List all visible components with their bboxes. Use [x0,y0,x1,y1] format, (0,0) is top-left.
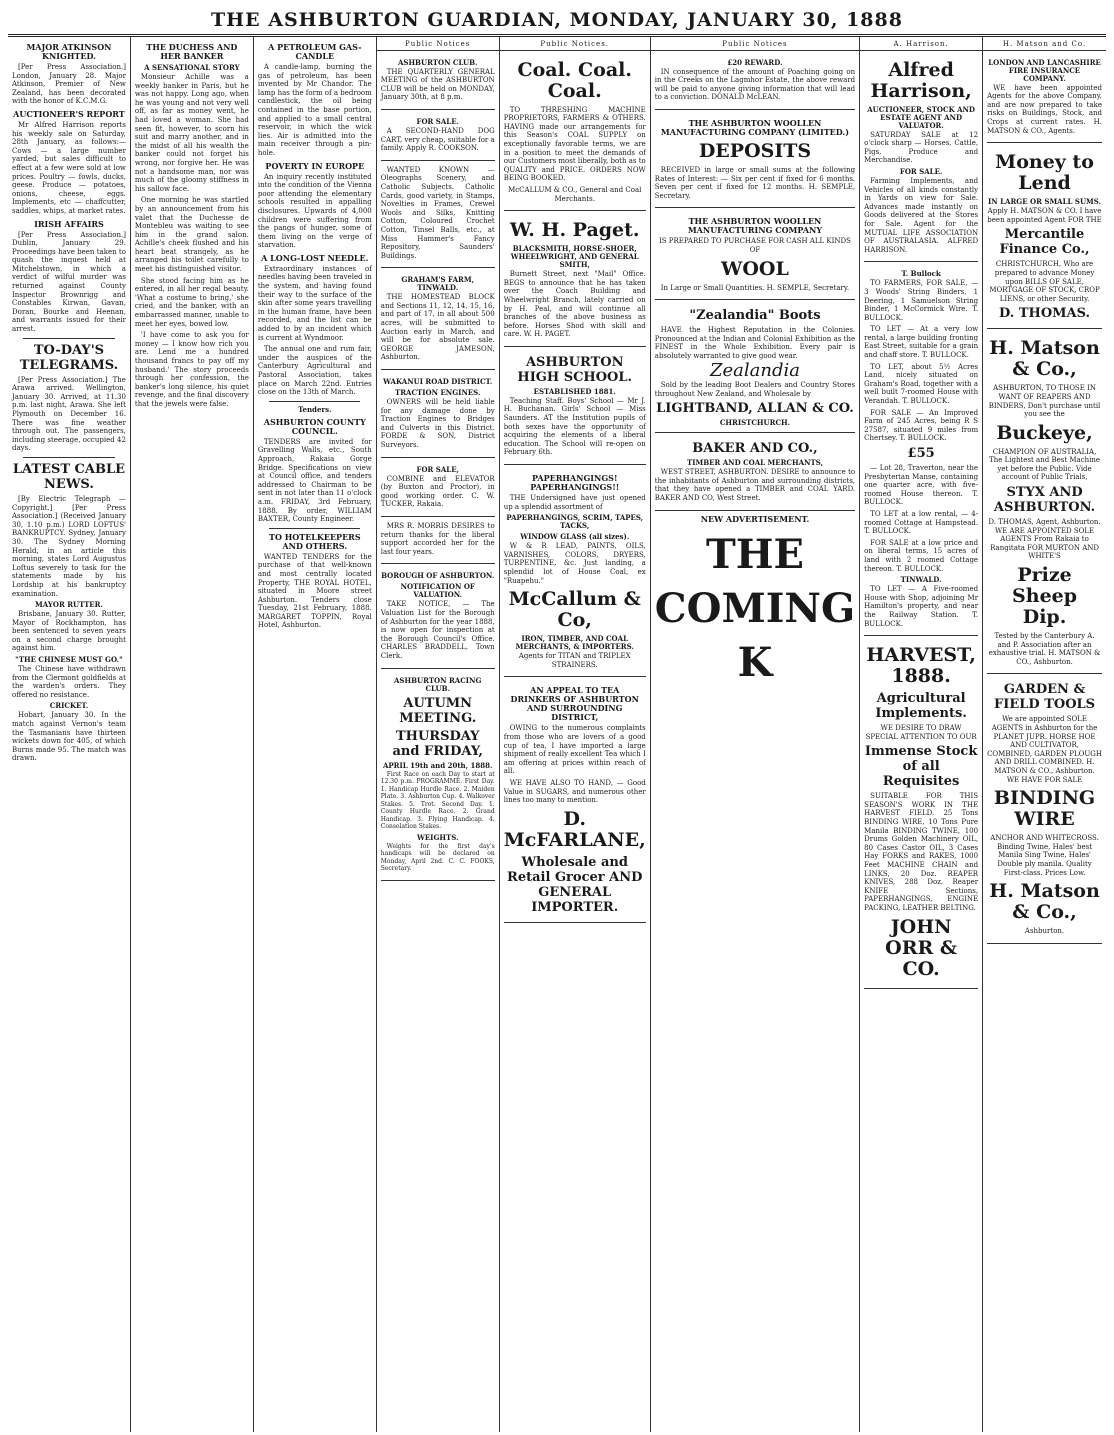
advert-title: H. Matson & Co., [989,337,1100,381]
advert-title: K [737,638,773,686]
column-5 [500,37,651,1432]
article-text: Extraordinary instances of needles having been traveled in the system, and having found their way to the surface of the skin after some years travelling in the human frame, have been recorded, and the list can be added to by an incident which is current at Wyndmoor. [257,264,372,342]
advert-subtitle: BLACKSMITH, HORSE-SHOER, WHEELWRIGHT, AND GENERAL SMITH, [510,244,639,270]
advert-title: McCallum & Co, [508,588,641,632]
advert-text: HAVE the Highest Reputation in the Colonies. Pronounced at the Indian and Colonial Exhibition as the FINEST in the Whole Exhibition. Every pair is absolutely warranted to give good wear. [654,326,856,360]
advert-text: — Lot 28, Traverton, near the Presbyterian Manse, containing one quarter acre, with five-roomed House thereon. T. BULLOCK. [864,464,979,507]
headline: "THE CHINESE MUST GO." [15,655,123,665]
advert [381,113,495,161]
advert [987,677,1102,943]
article-text: [By Electric Telegraph — Copyright.] [Per Press Association.] (Received January 30, 1.10 p.m.) LORD LOFTUS' BANKRUPTCY. Sydney, January 30. The Sydney Morning Herald, in an article this morning, states Lord Augustus Loftus severely to task for the statements made by his Lordship at his bankruptcy examination. [12,494,126,598]
article-text: One morning he was startled by an announcement from his valet that the Duchesse de Montebleu was waiting to see him in the grand salon. Achille's cheek flushed and his heart beat strangely, as he arranged his toilet carefully to meet his distinguished visitor. [134,196,249,274]
advert-title: ASHBURTON RACING CLUB. [394,675,482,693]
advert-title: GARDEN & FIELD TOOLS [994,682,1096,713]
column-3 [254,37,377,1432]
advert [381,373,495,458]
advert-title: NEW ADVERTISEMENT. [700,513,810,524]
advert-text: In Large or Small Quantities. H. SEMPLE, Secretary. [660,283,850,292]
advert-text: We are appointed SOLE AGENTS in Ashburton for the PLANET JUPR. HORSE HOE AND CULTIVATOR, COMBINED, GARDEN PLOUGH AND DRILL COMBINED. H. MATSON & CO., Ashburton. WE HAVE FOR SALE [987,715,1102,784]
divider [269,401,360,402]
column-2 [131,37,254,1432]
advert [864,54,978,263]
advert-subtitle: TRACTION ENGINES. [395,388,481,398]
zealandia-logo: Zealandia [709,359,800,381]
advert-text: THE QUARTERLY GENERAL MEETING of the ASHBURTON CLUB will be held on MONDAY, January 30th, at 8 p.m. [380,67,495,102]
advert-subtitle: NOTIFICATION OF VALUATION. [400,582,475,600]
advert-title: HARVEST, 1888. [866,644,976,688]
divider [23,457,114,458]
advert-subtitle: ESTABLISHED 1881. [533,386,616,396]
advert-text: Weights for the first day's handicaps will be declared on Monday, April 2nd. C. C. FOOKS, Secretary. [380,842,495,872]
advert-text: McCALLUM & CO., General and Coal Merchants. [508,185,642,203]
advert-subtitle: FOR SALE. [899,166,943,176]
advert [504,468,646,677]
advert-text: TO LET — At a very low rental, a large building fronting East Street, suitable for a grain and chaff store. T. BULLOCK. [864,325,979,360]
advert-title: THE ASHBURTON WOOLLEN MANUFACTURING COMPANY [687,216,823,236]
column-6 [651,37,860,1432]
advert-title: GRAHAM'S FARM, TINWALD. [401,275,475,293]
advert-text: MRS R. MORRIS DESIRES to return thanks for the liberal support accorded her for the last four years. [380,521,495,556]
advert-title: THE [705,530,804,578]
advert-title: JOHN ORR & CO. [885,915,958,980]
advert-price: £55 [907,446,935,461]
advert-subtitle: AUCTIONEER, STOCK AND ESTATE AGENT AND VALUATOR. [867,104,976,130]
advert-title: Agricultural Implements. [875,691,967,722]
advert-subtitle: IN LARGE OR SMALL SUMS. [988,197,1102,207]
advert-title: H. Matson & Co., [989,880,1100,924]
advert-subtitle: IRON, TIMBER, AND COAL MERCHANTS, & IMPORTERS. [515,634,634,652]
advert-subtitle: CHRISTCHURCH. [719,418,791,428]
advert [381,672,495,881]
advert-text: TENDERS are invited for Gravelling Walls, etc., South Approach, Rakaia Gorge Bridge. Specifications on view at Council office, and tenders addressed to Chairman to be sent in not later than 11 o'clock a.m. FRIDAY, 3rd February, 1888. By order, WILLIAM BAXTER, County Engineer. [257,437,372,524]
advert-text: TO LET — A Five-roomed House with Shop, adjoining Mr Hamilton's property, and near the Railway Station. T. BULLOCK. [864,585,979,628]
advert-text: Agents for TITAN and TRIPLEX STRAINERS. [518,652,631,669]
column-grid [8,37,1106,1432]
headline: TO-DAY'S TELEGRAMS. [19,342,119,373]
advert-title: FOR SALE. [416,116,459,126]
advert-title: Immense Stock of all Requisites [864,744,978,790]
article-text: [Per Press Association.] The Arawa arrived. Wellington, January 30. Arrived, at 11.30 p.m. last night, Arawa. She left Plymouth on December 16. There was fine weather through out. The passengers, including steerage, occupied 42 days. [12,375,126,453]
advert-title: COMING [654,584,856,632]
advert-subtitle: Wholesale and Retail Grocer AND GENERAL IMPORTER. [507,854,643,915]
advert-title: BOROUGH OF ASHBURTON. [381,571,495,581]
headline: POVERTY IN EUROPE [265,160,365,171]
advert-text: WANTED TENDERS for the purchase of that well-known and most centrally located Property, THE ROYAL HOTEL, situated in Moore street Ashburton. Tenders close Tuesday, 21st February, 1888. MARGARET TOPPIN, Royal Hotel, Ashburton. [257,552,372,630]
advert-title: DEPOSITS [698,139,812,162]
advert-text: Apply H. MATSON & CO. I have been appointed Agent FOR THE [987,207,1102,224]
advert-title: BINDING WIRE [993,787,1096,831]
advert-text: TO THRESHING MACHINE PROPRIETORS, FARMERS & OTHERS. HAVING made our arrangements for this Season's COAL SUPPLY on exceptionally favorable terms, we are in a position to meet the demands of our Customers most liberally, both as to QUALITY and PRICE. ORDERS NOW BEING BOOKED. [503,105,646,183]
column-header: H. Matson and Co. [983,39,1106,51]
advert-title: Prize Sheep Dip. [1012,564,1078,629]
advert-title: BAKER AND CO., [692,441,818,457]
article-text: Hobart, January 30. In the match against Vernon's team the Tasmanians have thirteen wickets down for 405, of which Burns made 95. The match was drawn. [12,711,126,763]
advert-subtitle: THURSDAY and FRIDAY, [392,728,483,759]
newspaper-title: THE ASHBURTON GUARDIAN, MONDAY, JANUARY 30, 1888 [211,9,903,31]
advert-text: TO FARMERS, FOR SALE, — 3 Woods' String Binders, 1 Deering, 1 Samuelson String Binder, 1 McCormick Wire. T. BULLOCK. [864,279,979,322]
article-text: [Per Press Association.] Dublin, January 29. Proceedings have been taken to quash the inquest held at Mitchelstown, in which a verdict of wilful murder was returned against County Inspector Brownrigg and Constables Kirwan, Gavan, Doran, Bourke and Heenan, and warrants issued for their arrest. [12,230,126,334]
article-text: Mr Alfred Harrison reports his weekly sale on Saturday, 28th January, as follows:— Cows — a large number yarded, but sales difficult to effect at a few were sold at low prices. Poultry — fowls, ducks, geese. Produce — potatoes, onions, cheese, eggs. Implements, etc — chaffcutter, saddles, whips, at market rates. [12,120,126,215]
advert [655,54,855,110]
advert-text: OWNERS will be held liable for any damage done by Traction Engines to Bridges and Culverts in this District. FORDE & SON, District Surveyors. [380,398,495,449]
advert [987,54,1102,144]
advert-text: ANCHOR AND WHITECROSS. Binding Twine, Hales' best Manila Sing Twine, Hales' Double ply manila. Quality First-class. Prices Low. [990,834,1099,877]
advert [655,303,855,433]
headline: A PETROLEUM GAS-CANDLE [268,42,362,61]
advert-text: ASHBURTON, TO THOSE IN WANT OF REAPERS AND BINDERS, Don't purchase until you see the [988,384,1101,419]
advert [504,214,646,347]
column-header: A. Harrison. [860,39,982,51]
advert-text: IN consequence of the amount of Poaching going on in the Creeks on the Lagmhor Estate, the above reward will be paid to anyone giving information that will lead to a conviction. DONALD McLEAN. [654,67,856,102]
headline: A LONG-LOST NEEDLE. [261,252,369,263]
advert-text: TO LET at a low rental, — 4-roomed Cottage at Hampstead. T. BULLOCK. [864,509,979,536]
advert-subtitle: WINDOW GLASS (all sizes). [520,532,630,542]
advert-text: OWING to the numerous complaints from those who are lovers of a good cup of tea, I have imported a large shipment of really excellent Tea which I am offering at prices within reach of all. [503,724,646,776]
advert-title: Coal. Coal. Coal. [517,58,632,102]
advert-text: WE DESIRE TO DRAW SPECIAL ATTENTION TO OUR [865,724,977,741]
advert-text: CHRISTCHURCH, Who are prepared to advance Money upon BILLS OF SALE, MORTGAGE OF STOCK, CROP LIENS, or other Security. [989,260,1100,303]
advert-subtitle: PAPERHANGINGS, SCRIM, TAPES, TACKS, [506,513,644,531]
subheadline: A SENSATIONAL STORY [144,63,240,72]
advert-text: THE HOMESTEAD BLOCK and Sections 11, 12, 14, 15, 16, and part of 17, in all about 500 acres, will be submitted to Auction early in March, and will be for absolute sale. GEORGE JAMESON, Ashburton. [380,293,495,362]
article-text: A candle-lamp, burning the gas of petroleum, has been invented by Mr Chandor. The lamp has the form of a bedroom candlestick, the oil being contained in the base portion, and applied to a small central reservoir, in which the wick lies. Air is admitted into the main receiver through a pin-hole. [257,63,372,157]
advert [655,436,855,510]
advert [381,271,495,370]
advert-title: Mercantile Finance Co., [999,227,1090,258]
advert-title: "Zealandia" Boots [689,308,821,324]
advert-text: Farming Implements, and Vehicles of all kinds constantly in Yards on view for Sale. Advances made instantly on Goods delivered at the Stores for Sale. Agent for the MUTUAL LIFE ASSOCIATION OF AUSTRALASIA. ALFRED HARRISON. [864,176,979,254]
advert [504,54,646,212]
advert-title: THE ASHBURTON WOOLLEN MANUFACTURING COMPANY (LIMITED.) [660,117,849,137]
advert-title: FOR SALE, [416,464,459,474]
headline: MAYOR RUTTER. [35,600,103,610]
advert-subtitle: AUTUMN MEETING. [399,695,477,726]
advert-title: WOOL [721,257,789,280]
advert-text: TAKE NOTICE, — The Valuation List for the Borough of Ashburton for the year 1888, is now open for inspection at the Borough Council's Office. CHARLES BRADDELL, Town Clerk. [380,600,495,660]
advert-text: THE Undersigned have just opened up a splendid assortment of [503,494,646,511]
advert [381,461,495,517]
advert-text: First Race on each Day to start at 12.30 p.m. PROGRAMME. First Day. 1. Handicap Hurdle Race. 2. Maiden Plate. 3. Ashburton Cup. 4. Walkover Stakes. 5. Trot. Second Day. 1. County Hurdle Race. 2. Grand Handicap. 3. Flying Handicap. 4. Consolation Stakes. [380,770,495,830]
article-text: Monsieur Achille was a weekly banker in Paris, but he was not happy. Long ago, when he was young and not very well off, as far as money went, he had loved a woman. She had seen fit, however, to scorn his suit and marry another, and in the midst of all his wealth the banker could not forget his wrong, nor forgive her. He was not a handsome man, nor was much of the gloomy stiffness in his sallow face. [134,73,249,193]
advert-subtitle: TINWALD. [900,575,942,585]
headline: MAJOR ATKINSON KNIGHTED. [26,42,112,61]
advert [504,680,646,922]
article-text: The annual one and rum fair, under the auspices of the Canterbury Agricultural and Pastoral Association, takes place on March 22nd. Entries close on the 13th of March. [257,345,372,397]
headline: IRISH AFFAIRS [34,218,104,229]
headline: THE DUCHESS AND HER BANKER [146,42,238,61]
headline: LATEST CABLE NEWS. [12,461,126,492]
advert-title: ASHBURTON CLUB. [397,57,478,67]
masthead [8,6,1106,37]
advert-title: WAKANUI ROAD DISTRICT. [383,377,493,387]
column-header: Public Notices [377,39,499,51]
advert-text: A SECOND-HAND DOG CART, very cheap, suitable for a family. Apply R. COOKSON. [380,126,495,153]
advert [381,520,495,564]
advert-title: PAPERHANGINGS! PAPERHANGINGS!! [530,473,620,493]
advert-text: Teaching Staff. Boys' School — Mr J. H. Buchanan. Girls' School — Miss Saunders. AT the Institution pupils of both sexes have the opportunity of acquiring the elements of a liberal education. The School will re-open on February 6th. [503,396,646,457]
advert-text: WE have been appointed Agents for the above Company, and are now prepared to take risks on Buildings, Stock, and Crops at current rates. H. MATSON & CO., Agents. [987,83,1102,135]
divider [23,338,114,339]
advert-text: Ashburton. [1024,927,1065,936]
advert-text: RECEIVED in large or small sums at the following Rates of Interest: — Six per cent if fixed for 6 months. Seven per cent if fixed for 12 months. H. SEMPLE, Secretary. [654,165,856,200]
advert [655,211,855,300]
column-7 [860,37,983,1432]
advert-text: CHAMPION OF AUSTRALIA, The Lightest and Best Machine yet before the Public. Vide account of Public Trials, [989,447,1101,482]
advert-title: ASHBURTON HIGH SCHOOL. [517,354,633,385]
advert [381,567,495,668]
advert-text: IS PREPARED TO PURCHASE FOR CASH ALL KINDS OF [658,237,851,254]
column-header: Public Notices. [500,39,650,51]
advert-text: Burnett Street, next "Mail" Office. BEGS to announce that he has taken over the Coach Building and Wheelwright Branch, lately carried on by H. Peal, and will continue all branches of the above business as before. Horses Shod with skill and care. W. H. PAGET. [503,270,646,339]
advert-title: AN APPEAL TO TEA DRINKERS OF ASHBURTON AND SURROUNDING DISTRICT, [510,685,639,723]
advert-subtitle: WEIGHTS. [416,832,459,842]
advert-text: SUITABLE FOR THIS SEASON'S WORK IN THE HARVEST FIELD. 25 Tons BINDING WIRE, 10 Tons Pure Manila BINDING TWINE, 100 Drums Golden Machinery OIL, 80 Cases Castor OIL, 3 Cases Hay FORKS and RAKES, 1000 Feet MACHINE CHAIN and LINKS, 20 Doz. REAPER KNIVES, 288 Doz. Reaper KNIFE Sections, PAPERHANGINGS, ENGINE PACKING, LEATHER BELTING. [864,792,979,912]
advert-text: TO LET, about 5½ Acres Land, nicely situated on Graham's Road, together with a well built 7-roomed House with Verandah. T. BULLOCK. [864,362,979,406]
advert-text: WANTED KNOWN — Oleographs Scenery, and Catholic Subjects. Catholic Cards, good variety, in Stamps, Novelties in Frames, Crewel Wools and Silks, Knitting Cotton, Coloured Crochet Cotton, Tinsel Balls, etc., at Miss Hammer's Fancy Repository, Saunders' Buildings. [380,165,495,260]
advert-text: Sold by the leading Boot Dealers and Country Stores throughout New Zealand, and Wholesale by [654,381,856,398]
headline: TO HOTELKEEPERS AND OTHERS. [269,531,361,551]
advert-title: T. Bullock [901,269,941,279]
advert [381,164,495,269]
advert-title: D. McFARLANE, [503,807,646,851]
advert-title: LIGHTBAND, ALLAN & CO. [656,401,854,417]
column-1 [8,37,131,1432]
advert [987,146,1102,329]
advert-title: Alfred Harrison, [870,58,972,102]
advert-subtitle: APRIL 19th and 20th, 1888. [382,760,493,770]
advert [655,113,855,208]
advert-title: £20 REWARD. [727,57,783,67]
advert-text: D. THOMAS, Agent, Ashburton. WE ARE APPOINTED SOLE AGENTS From Rakaia to Rangitata FOR MURTON AND WHITE'S [988,518,1101,561]
article-text: She stood facing him as he entered, in all her regal beauty. 'What a costume to bring,' she cried, and the banker, with an embarrassed manner, unable to meet her eyes, bowed low. [134,276,249,328]
advert-subtitle: TIMBER AND COAL MERCHANTS, [687,458,823,468]
advert-title: D. THOMAS. [999,306,1091,322]
advert-text: COMBINE and ELEVATOR (by Buxton and Proctor), in good working order. C. W. TUCKER, Rakaia. [380,474,495,509]
article-text: The Chinese have withdrawn from the Clermont goldfields at the warden's orders. They offered no resistance. [12,665,126,699]
column-header: Public Notices [651,39,859,51]
advert-text: WE HAVE ALSO TO HAND, — Good Value in SUGARS, and numerous other lines too many to mention. [503,778,646,805]
advert-title: Money to Lend [995,151,1094,195]
advert [987,332,1102,674]
headline: ASHBURTON COUNTY COUNCIL. [263,416,366,436]
headline: Tenders. [298,404,332,414]
headline: AUCTIONEER'S REPORT [13,108,125,119]
advert-title: W. H. Paget. [509,219,640,242]
article-text: [Per Press Association.] London, January 28. Major Atkinson, Premier of New Zealand, has been decorated with the honor of K.C.M.G. [12,63,126,106]
advert [864,639,978,989]
advert-text: FOR SALE — An Improved Farm of 245 Acres, being R S 27587, situated 9 miles from Chertsey. T. BULLOCK. [864,408,979,443]
advert-text: Tested by the Canterbury A. and P. Association after an exhaustive trial. H. MATSON & CO., Ashburton. [988,632,1101,666]
advert-text: FOR SALE at a low price and on liberal terms, 15 acres of land with 2 roomed Cottage thereon. T. BULLOCK. [864,538,979,573]
advert [504,350,646,465]
column-8 [983,37,1106,1432]
advert [381,54,495,110]
advert-title: LONDON AND LANCASHIRE FIRE INSURANCE COMPANY. [988,57,1101,83]
advert-title: Buckeye, [996,421,1093,444]
article-text: 'I have come to ask you for money — I know how rich you are. Lend me a hundred thousand francs to pay off my husband.' The story proceeds through her confession, the banker's long silence, his quiet revenge, and the final discovery that the jewels were false. [134,331,249,408]
article-text: Brisbane, January 30. Rutter, Mayor of Rockhampton, has been sentenced to seven years on a second charge brought against him. [12,610,126,653]
advert-title: STYX AND ASHBURTON. [993,485,1096,516]
column-4 [377,37,500,1432]
advert-text: W & R LEAD, PAINTS, OILS, VARNISHES, COLORS, DRYERS, TURPENTINE, &c. Just landing, a splendid lot of House Coal, ex "Ruapehu." [503,542,646,585]
advert-text: SATURDAY SALE at 12 o'clock sharp — Horses, Cattle, Pigs, Produce and Merchandise. [864,130,979,165]
article-text: An inquiry recently instituted into the condition of the Vienna poor attending the elementary schools resulted in appalling disclosures. Upwards of 4,000 children were suffering from the pangs of hunger, some of them living on the verge of starvation. [257,172,372,250]
advert [864,265,978,636]
advert-text: WEST STREET, ASHBURTON. DESIRE to announce to the inhabitants of Ashburton and surrounding districts, that they have opened a TIMBER and COAL YARD. BAKER AND CO, West Street. [654,468,856,503]
headline: CRICKET. [49,701,89,711]
divider [269,528,360,529]
